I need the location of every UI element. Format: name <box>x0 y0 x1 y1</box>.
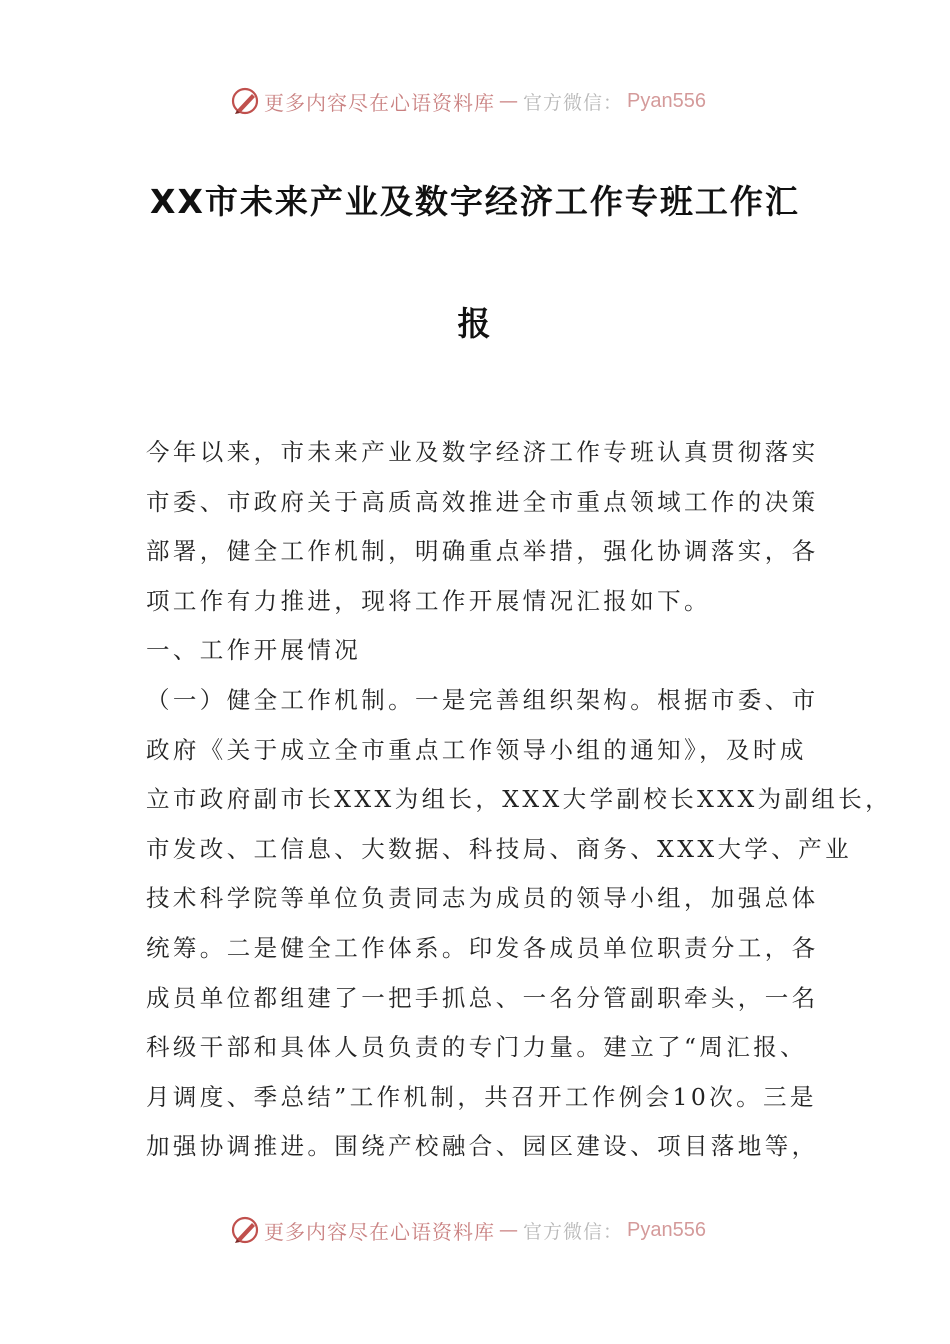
watermark-account: Pyan556 <box>627 1218 706 1241</box>
watermark-sub-text: 官方微信： <box>523 1220 624 1243</box>
watermark-account: Pyan556 <box>627 89 706 112</box>
body-line: 立市政府副市长XXX为组长，XXX大学副校长XXX为副组长， <box>146 785 893 814</box>
watermark-dash: — <box>499 1219 519 1241</box>
body-line: 部署，健全工作机制，明确重点举措，强化协调落实，各 <box>146 537 819 566</box>
body-line: 今年以来，市未来产业及数字经济工作专班认真贯彻落实 <box>146 438 819 466</box>
body-line: 项工作有力推进，现将工作开展情况汇报如下。 <box>146 586 711 615</box>
body-line: 统筹。二是健全工作体系。印发各成员单位职责分工，各 <box>146 933 819 962</box>
pen-logo-icon <box>230 1215 260 1245</box>
body-line: 政府《关于成立全市重点工作领导小组的通知》，及时成 <box>146 735 807 764</box>
watermark-sub-text: 官方微信： <box>523 91 624 114</box>
watermark-dash: — <box>499 90 519 112</box>
document-body <box>146 428 893 1172</box>
body-line: 技术科学院等单位负责同志为成员的领导小组，加强总体 <box>146 884 819 913</box>
body-line: 市委、市政府关于高质高效推进全市重点领域工作的决策 <box>146 487 819 516</box>
body-line: 加强协调推进。围绕产校融合、园区建设、项目落地等， <box>146 1132 819 1161</box>
body-line: 月调度、季总结”工作机制，共召开工作例会10次。三是 <box>146 1082 817 1111</box>
watermark-footer <box>230 1215 706 1245</box>
section-heading: 一、工作开展情况 <box>146 636 362 665</box>
watermark-main-text: 更多内容尽在心语资料库 <box>264 1219 495 1244</box>
document-title-line-1: XX市未来产业及数字经济工作专班工作汇 <box>150 182 800 221</box>
document-title-line-2: 报 <box>457 304 493 343</box>
watermark-header <box>230 86 706 116</box>
body-line: （一）健全工作机制。一是完善组织架构。根据市委、市 <box>146 685 819 714</box>
body-line: 市发改、工信息、大数据、科技局、商务、XXX大学、产业 <box>146 834 852 863</box>
watermark-main-text: 更多内容尽在心语资料库 <box>264 90 495 115</box>
pen-logo-icon <box>230 86 260 116</box>
body-line: 成员单位都组建了一把手抓总、一名分管副职牵头，一名 <box>146 983 819 1012</box>
body-line: 科级干部和具体人员负责的专门力量。建立了“周汇报、 <box>146 1033 808 1062</box>
